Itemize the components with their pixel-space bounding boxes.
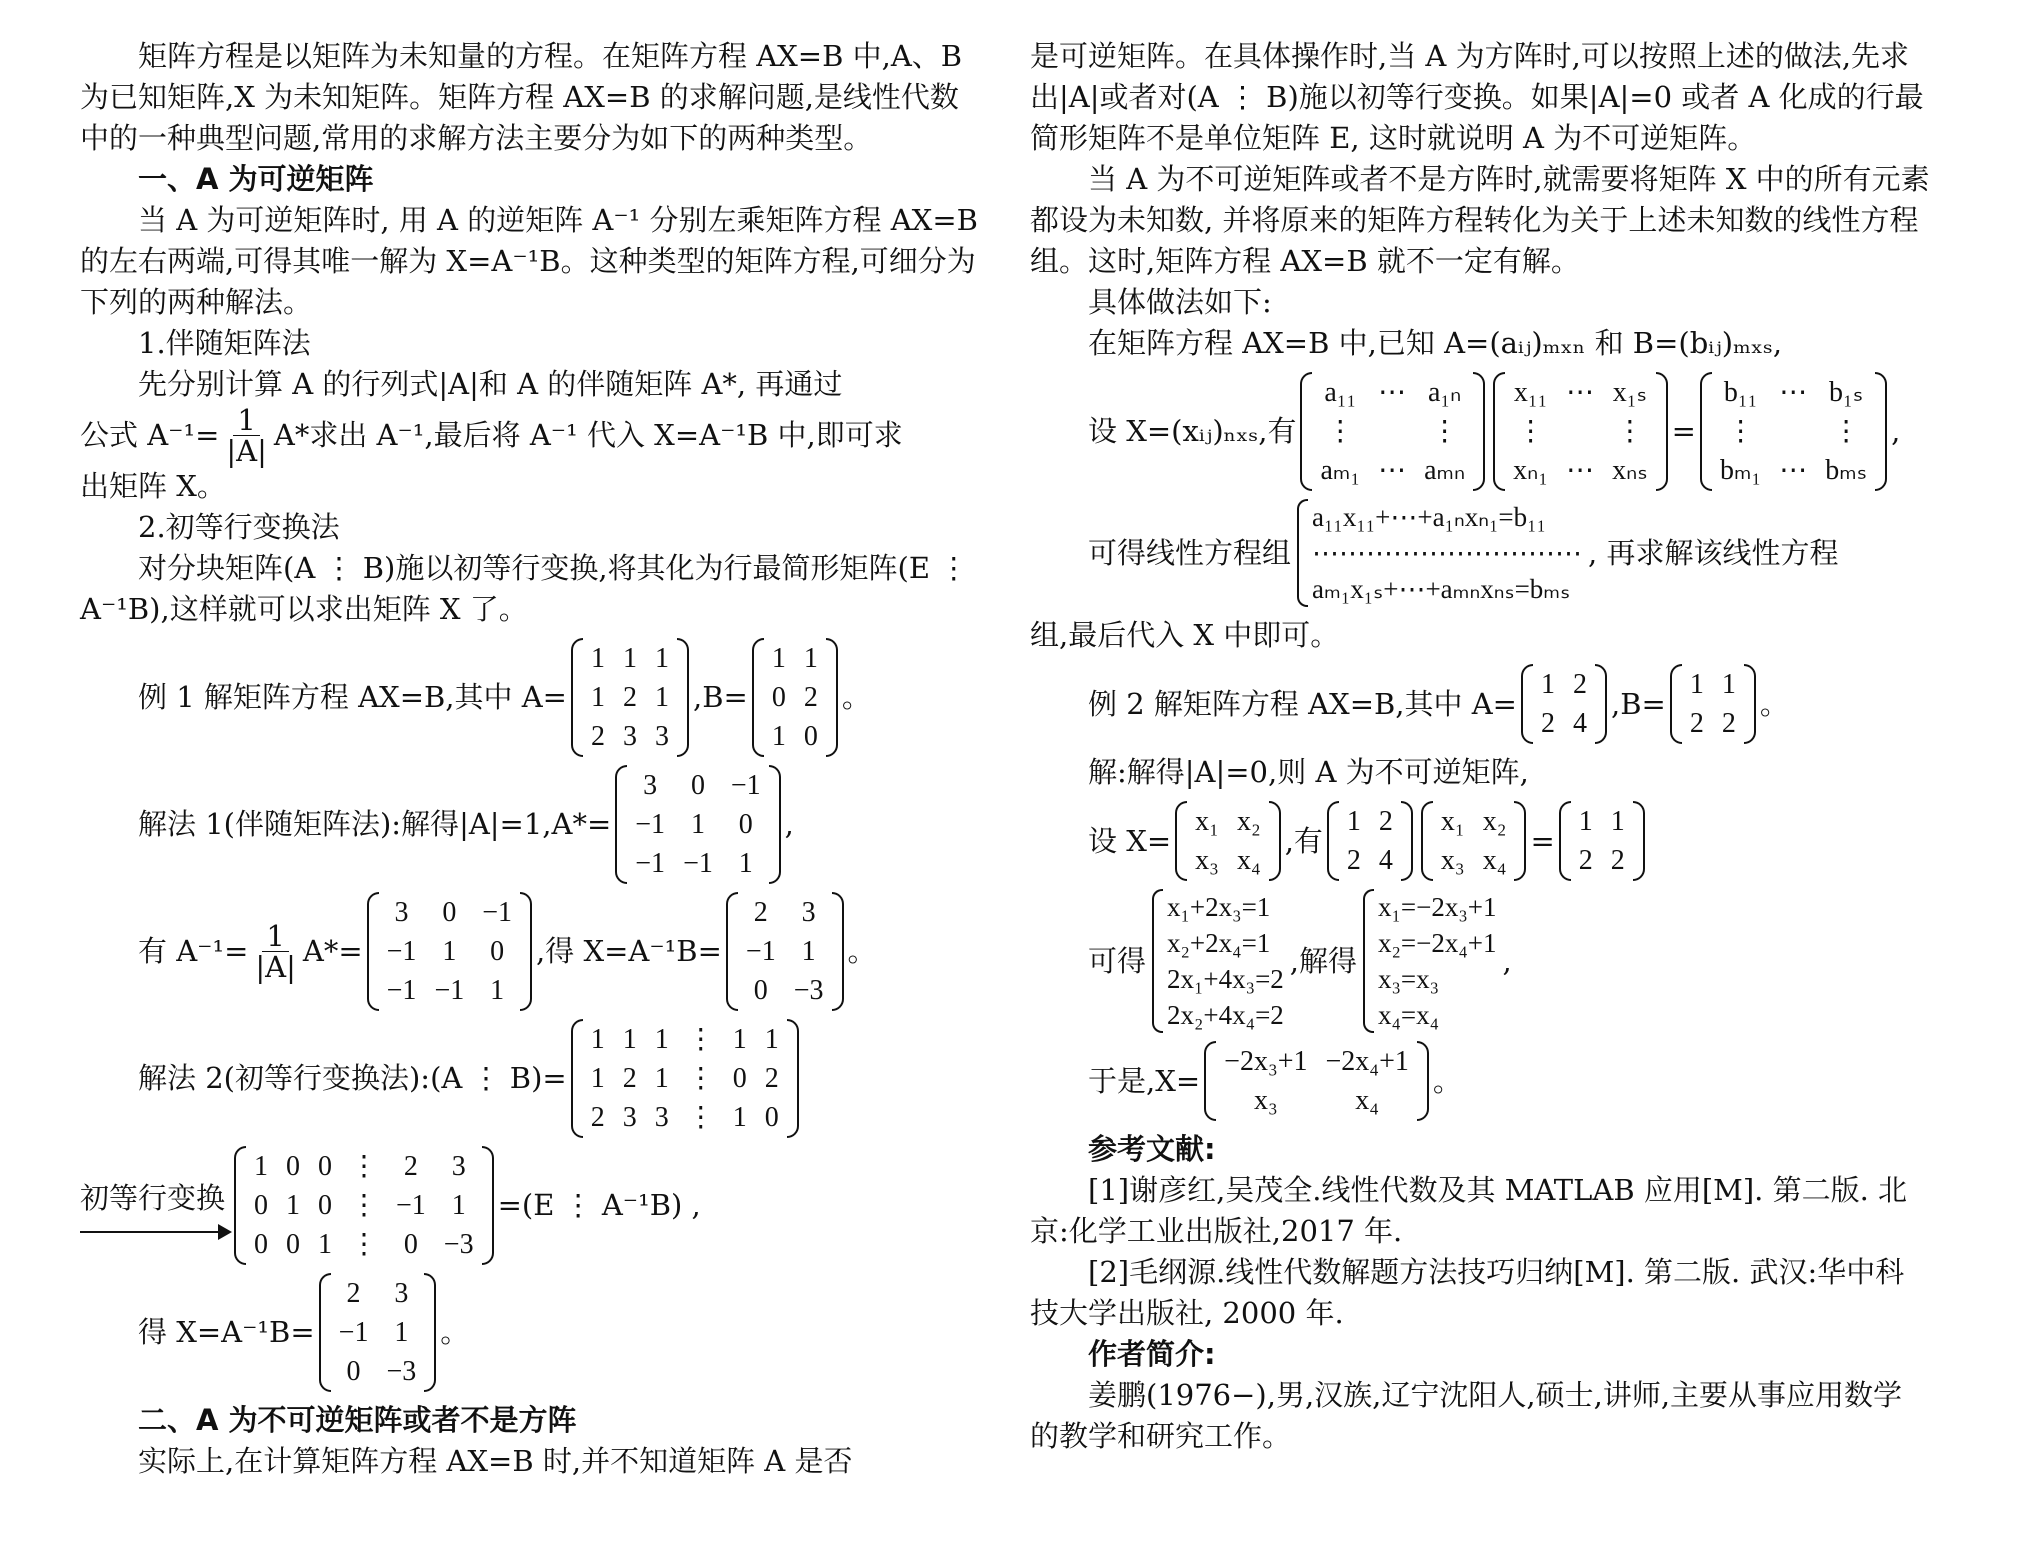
- matrix-inverse: [367, 892, 532, 1011]
- system-label: 可得线性方程组: [1088, 535, 1292, 570]
- matrix-cell: −2x₄+1: [1325, 1046, 1409, 1077]
- equation-line: aₘ₁x₁ₛ+⋯+aₘₙxₙₛ=bₘₛ: [1312, 574, 1571, 604]
- matrix-B2-copy: [1559, 801, 1645, 881]
- matrix-cell: 2: [753, 897, 768, 928]
- matrix-cell: 2: [1540, 708, 1555, 739]
- equation-line: x₂=−2x₄+1: [1378, 928, 1497, 958]
- matrix-cell: 3: [654, 1102, 669, 1133]
- fraction-numerator: 1: [262, 921, 288, 952]
- matrix-cell: 1: [590, 1024, 605, 1055]
- method2-paragraph: 对分块矩阵(A ⋮ B)施以初等行变换,将其化为行最简形矩阵(E ⋮ A⁻¹B),这样就可以求出矩阵 X 了。: [80, 551, 969, 626]
- matrix-cell: ⋮: [350, 1190, 378, 1221]
- general-label: 设 X=(xᵢⱼ)ₙₓₛ,有: [1088, 414, 1297, 448]
- matrix-cell: x₃: [1253, 1085, 1278, 1116]
- matrix-cell: 2: [1610, 845, 1625, 876]
- linear-system-line: [1030, 499, 1930, 607]
- matrix-cell: 1: [622, 1024, 637, 1055]
- matrix-A2: [1521, 664, 1607, 744]
- matrix-cell: [1378, 413, 1406, 450]
- matrix-cell: 1: [394, 1317, 409, 1348]
- matrix-cell: 1: [1578, 806, 1593, 837]
- arrow-label: 初等行变换: [80, 1181, 226, 1215]
- matrix-cell: aₘ₁: [1320, 455, 1361, 486]
- equals: =: [1530, 823, 1555, 858]
- matrix-cell: −1: [434, 975, 465, 1006]
- system2-brace: [1363, 889, 1497, 1033]
- right-paragraph-4: 在矩阵方程 AX=B 中,已知 A=(aᵢⱼ)ₘₓₙ 和 B=(bᵢⱼ)ₘₓₛ,: [1088, 326, 1783, 360]
- period: 。: [847, 934, 877, 968]
- example2-label: 例 2 解矩阵方程 AX=B,其中 A=: [1088, 686, 1517, 721]
- matrix-cell: −1: [338, 1317, 369, 1348]
- equation-line: 2x₁+4x₃=2: [1167, 964, 1284, 994]
- matrix-cell: 1: [318, 1229, 332, 1260]
- result-line: [80, 1273, 985, 1392]
- matrix-cell: 2: [1721, 708, 1736, 739]
- matrix-cell: 1: [771, 643, 786, 674]
- matrix-cell: bₘ₁: [1719, 455, 1762, 486]
- matrix-cell: ⋮: [686, 1063, 715, 1094]
- matrix-cell: 0: [490, 936, 505, 967]
- matrix-cell: 0: [318, 1151, 332, 1182]
- solution1-label: 解法 1(伴随矩阵法):解得|A|=1,A*=: [138, 807, 612, 841]
- have-label: ,有: [1284, 823, 1323, 858]
- matrix-cell: 1: [654, 1024, 669, 1055]
- matrix-cell: 4: [1378, 845, 1393, 876]
- matrix-cell: 1: [590, 1063, 605, 1094]
- matrix-cell: 3: [654, 721, 669, 752]
- system-brace: [1297, 499, 1582, 607]
- matrix-cell: 0: [442, 897, 457, 928]
- section1-heading: 一、A 为可逆矩阵: [138, 162, 374, 196]
- matrix-cell: −3: [386, 1356, 417, 1387]
- matrix-cell: 1: [490, 975, 505, 1006]
- matrix-cell: x₁ₛ: [1612, 377, 1647, 408]
- matrix-cell: 1: [654, 682, 669, 713]
- matrix-cell: ⋯: [1566, 377, 1595, 408]
- reference-1: [1]谢彦红,吴茂全.线性代数及其 MATLAB 应用[M]. 第二版. 北京:化学工业出版社,2017 年.: [1030, 1173, 1908, 1248]
- matrix-X-vars-copy: [1421, 801, 1527, 881]
- matrix-cell: 1: [286, 1190, 300, 1221]
- matrix-X-vars: [1175, 801, 1281, 881]
- augmented-matrix: [571, 1019, 799, 1138]
- matrix-cell: 0: [738, 809, 753, 840]
- matrix-cell: 1: [1721, 669, 1736, 700]
- right-paragraph-3: 具体做法如下:: [1088, 285, 1272, 319]
- period: 。: [1432, 1063, 1462, 1098]
- final-label: 于是,X=: [1088, 1063, 1201, 1098]
- matrix-X-result: [319, 1273, 437, 1392]
- solution2-line: [80, 1019, 985, 1138]
- matrix-cell: 0: [286, 1151, 300, 1182]
- reference-2: [2]毛纲源.线性代数解题方法技巧归纳[M]. 第二版. 武汉:华中科技大学出版社, 2000 年.: [1030, 1255, 1905, 1330]
- matrix-final-X: [1204, 1041, 1429, 1121]
- matrix-cell: 4: [1572, 708, 1587, 739]
- reduced-form-label: =(E ⋮ A⁻¹B) ,: [497, 1188, 701, 1222]
- matrix-cell: 1: [1346, 806, 1361, 837]
- fraction: [222, 405, 270, 466]
- system-suffix: , 再求解该线性方程: [1588, 535, 1839, 570]
- equation-line: x₃=x₃: [1378, 964, 1440, 994]
- matrix-cell: xₙ₁: [1513, 455, 1549, 486]
- period: 。: [440, 1315, 470, 1349]
- method1-formula: [80, 405, 985, 466]
- matrix-cell: x₃: [1195, 845, 1219, 876]
- final-X-line: [1030, 1041, 1930, 1121]
- matrix-cell: ⋮: [1516, 416, 1545, 447]
- arrow-block: [80, 1178, 230, 1233]
- matrix-cell: 2: [803, 682, 818, 713]
- matrix-cell: 0: [254, 1229, 268, 1260]
- matrix-cell: ⋮: [350, 1229, 378, 1260]
- fraction-denominator: |A|: [255, 950, 296, 984]
- section2-heading: 二、A 为不可逆矩阵或者不是方阵: [138, 1403, 577, 1437]
- equation-line: 2x₂+4x₄=2: [1167, 1000, 1284, 1030]
- matrix-cell: x₄: [1236, 845, 1261, 876]
- period: 。: [841, 680, 871, 714]
- matrix-cell: 0: [771, 682, 786, 713]
- inverse-line: [80, 892, 985, 1011]
- matrix-cell: 0: [764, 1102, 779, 1133]
- matrix-cell: 1: [803, 643, 818, 674]
- matrix-cell: ⋮: [1726, 416, 1755, 447]
- equation-line: x₂+2x₄=1: [1167, 928, 1271, 958]
- matrix-cell: 1: [1689, 669, 1704, 700]
- matrix-cell: 3: [643, 770, 658, 801]
- matrix-A: [571, 638, 689, 757]
- result-label: ,得 X=A⁻¹B=: [536, 934, 722, 968]
- right-paragraph-1: 是可逆矩阵。在具体操作时,当 A 为方阵时,可以按照上述的做法,先求出|A|或者对(A ⋮ B)施以初等行变换。如果|A|=0 或者 A 化成的行最简形矩阵不是单位矩阵 E, 这时就说明 A 为不可逆矩阵。: [1030, 39, 1924, 155]
- matrix-cell: 1: [690, 809, 705, 840]
- matrix-cell: 3: [801, 897, 816, 928]
- references-heading: 参考文献:: [1088, 1132, 1216, 1166]
- matrix-cell: 3: [622, 721, 637, 752]
- matrix-cell: 1: [654, 643, 669, 674]
- left-column: [80, 36, 985, 1482]
- section2-paragraph: 实际上,在计算矩阵方程 AX=B 时,并不知道矩阵 A 是否: [138, 1444, 853, 1478]
- matrix-cell: 1: [1540, 669, 1555, 700]
- matrix-cell: −1: [635, 848, 666, 879]
- matrix-cell: 1: [732, 1102, 747, 1133]
- matrix-cell: x₃: [1440, 845, 1465, 876]
- solve-system-line: [1030, 889, 1930, 1033]
- arrow-icon: [80, 1231, 230, 1233]
- method1-title: 1.伴随矩阵法: [138, 326, 311, 360]
- matrix-cell: 0: [403, 1229, 418, 1260]
- matrix-cell: bₘₛ: [1825, 455, 1868, 486]
- matrix-cell: 3: [394, 1278, 409, 1309]
- comma: ,: [1891, 414, 1901, 448]
- matrix-cell: 1: [801, 936, 816, 967]
- comma: ,: [784, 807, 794, 841]
- matrix-cell: 1: [622, 643, 637, 674]
- inverse-label: 有 A⁻¹=: [138, 934, 249, 968]
- matrix-cell: 2: [1572, 669, 1587, 700]
- matrix-cell: x₂: [1236, 806, 1261, 837]
- matrix-cell: 1: [254, 1151, 268, 1182]
- equation-line: x₁+2x₃=1: [1167, 892, 1271, 922]
- formula-suffix: A*求出 A⁻¹,最后将 A⁻¹ 代入 X=A⁻¹B 中,即可求: [273, 418, 903, 452]
- matrix-cell: 2: [403, 1151, 418, 1182]
- matrix-cell: ⋮: [1326, 416, 1355, 447]
- matrix-cell: 2: [1346, 845, 1361, 876]
- matrix-cell: ⋯: [1378, 455, 1407, 486]
- example1-label: 例 1 解矩阵方程 AX=B,其中 A=: [138, 680, 567, 714]
- matrix-cell: x₁: [1195, 806, 1219, 837]
- matrix-cell: 1: [590, 643, 605, 674]
- equals-adj: A*=: [302, 934, 363, 968]
- matrix-B2: [1670, 664, 1756, 744]
- matrix-X: [726, 892, 844, 1011]
- method1-paragraph: 先分别计算 A 的行列式|A|和 A 的伴随矩阵 A*, 再通过: [138, 367, 843, 401]
- matrix-cell: 2: [590, 721, 605, 752]
- matrix-cell: ⋮: [350, 1151, 378, 1182]
- equation-line: x₁=−2x₃+1: [1378, 892, 1497, 922]
- matrix-cell: 2: [1578, 845, 1593, 876]
- matrix-cell: −3: [443, 1229, 474, 1260]
- matrix-cell: −1: [396, 1190, 426, 1221]
- matrix-cell: 1: [1610, 806, 1625, 837]
- matrix-cell: 0: [254, 1190, 268, 1221]
- system-paragraph-end: 组,最后代入 X 中即可。: [1030, 618, 1340, 652]
- matrix-cell: ⋯: [1566, 455, 1595, 486]
- separator: ,B=: [692, 680, 748, 714]
- matrix-cell: 2: [346, 1278, 361, 1309]
- matrix-cell: −1: [635, 809, 666, 840]
- matrix-cell: 0: [318, 1190, 332, 1221]
- matrix-cell: 1: [654, 1063, 669, 1094]
- matrix-cell: x₁: [1440, 806, 1465, 837]
- obtain-label: 可得: [1088, 943, 1147, 978]
- matrix-cell: ⋮: [686, 1024, 715, 1055]
- matrix-cell: 0: [286, 1229, 300, 1260]
- matrix-cell: x₁₁: [1513, 377, 1548, 408]
- matrix-cell: 3: [622, 1102, 637, 1133]
- matrix-A2-copy: [1327, 801, 1413, 881]
- matrix-cell: ⋯: [1378, 377, 1407, 408]
- example2-line: [1030, 664, 1930, 744]
- general-matrix-line: [1030, 372, 1930, 491]
- matrix-cell: b₁ₛ: [1829, 377, 1864, 408]
- matrix-cell: −1: [730, 770, 761, 801]
- fraction-denominator: |A|: [226, 434, 267, 468]
- matrix-cell: [1779, 413, 1807, 450]
- matrix-cell: a₁ₙ: [1427, 377, 1462, 408]
- result-prefix: 得 X=A⁻¹B=: [138, 1315, 315, 1349]
- matrix-cell: 2: [1689, 708, 1704, 739]
- matrix-cell: 2: [764, 1063, 779, 1094]
- example1-line: [80, 638, 985, 757]
- setX-label: 设 X=: [1088, 823, 1172, 858]
- reduced-matrix: [234, 1146, 494, 1265]
- matrix-cell: ⋯: [1779, 377, 1808, 408]
- matrix-cell: 1: [451, 1190, 466, 1221]
- section1-paragraph: 当 A 为可逆矩阵时, 用 A 的逆矩阵 A⁻¹ 分别左乘矩阵方程 AX=B 的左右两端,可得其唯一解为 X=A⁻¹B。这种类型的矩阵方程,可细分为下列的两种解法。: [80, 203, 978, 319]
- matrix-cell: 1: [590, 682, 605, 713]
- solve-label: ,解得: [1289, 943, 1358, 978]
- matrix-cell: −1: [386, 975, 417, 1006]
- matrix-cell: −1: [482, 897, 513, 928]
- author-bio: 姜鹏(1976−),男,汉族,辽宁沈阳人,硕士,讲师,主要从事应用数学的教学和研究工作。: [1030, 1378, 1903, 1453]
- matrix-cell: xₙₛ: [1612, 455, 1648, 486]
- matrix-B: [752, 638, 838, 757]
- formula-prefix: 公式 A⁻¹=: [80, 418, 220, 452]
- comma: ,: [1502, 943, 1512, 978]
- matrix-cell: 0: [690, 770, 705, 801]
- matrix-cell: 1: [732, 1024, 747, 1055]
- matrix-cell: 0: [753, 975, 768, 1006]
- equation-line: a₁₁x₁₁+⋯+a₁ₙxₙ₁=b₁₁: [1312, 502, 1546, 532]
- matrix-cell: 2: [622, 682, 637, 713]
- method1-paragraph-end: 出矩阵 X。: [80, 469, 226, 503]
- matrix-general-B: [1700, 372, 1887, 491]
- separator: ,B=: [1610, 686, 1666, 721]
- matrix-cell: 0: [732, 1063, 747, 1094]
- matrix-cell: x₂: [1482, 806, 1507, 837]
- equation-line: ⋯⋯⋯⋯⋯⋯⋯⋯⋯⋯: [1312, 538, 1583, 568]
- intro-paragraph: 矩阵方程是以矩阵为未知量的方程。在矩阵方程 AX=B 中,A、B 为已知矩阵,X 为未知矩阵。矩阵方程 AX=B 的求解问题,是线性代数中的一种典型问题,常用的求解方法主要分为如下的两种类型。: [80, 39, 963, 155]
- matrix-cell: ⋮: [686, 1102, 715, 1133]
- matrix-cell: [1566, 413, 1594, 450]
- matrix-cell: 2: [590, 1102, 605, 1133]
- matrix-cell: ⋮: [1832, 416, 1861, 447]
- row-reduction-line: [80, 1146, 985, 1265]
- matrix-cell: aₘₙ: [1424, 455, 1466, 486]
- matrix-cell: 1: [764, 1024, 779, 1055]
- equation-line: x₄=x₄: [1378, 1000, 1440, 1030]
- right-paragraph-2: 当 A 为不可逆矩阵或者不是方阵时,就需要将矩阵 X 中的所有元素都设为未知数, 并将原来的矩阵方程转化为关于上述未知数的线性方程组。这时,矩阵方程 AX=B 就不一定有解。: [1030, 162, 1930, 278]
- period: 。: [1759, 686, 1789, 721]
- matrix-cell: b₁₁: [1723, 377, 1758, 408]
- matrix-cell: 2: [622, 1063, 637, 1094]
- matrix-cell: ⋮: [1615, 416, 1644, 447]
- matrix-cell: x₄: [1355, 1085, 1380, 1116]
- matrix-cell: −1: [745, 936, 776, 967]
- matrix-cell: 1: [738, 848, 753, 879]
- matrix-cell: 0: [803, 721, 818, 752]
- matrix-cell: −2x₃+1: [1224, 1046, 1308, 1077]
- solution2-label: 解法 2(初等行变换法):(A ⋮ B)=: [138, 1061, 567, 1095]
- equals: =: [1671, 414, 1696, 448]
- right-column: [1030, 36, 1930, 1457]
- matrix-cell: −3: [793, 975, 824, 1006]
- author-heading: 作者简介:: [1088, 1337, 1216, 1371]
- matrix-cell: 0: [346, 1356, 361, 1387]
- matrix-cell: x₄: [1482, 845, 1507, 876]
- matrix-adjugate: [615, 765, 780, 884]
- matrix-cell: 3: [451, 1151, 466, 1182]
- set-X-line: [1030, 801, 1930, 881]
- matrix-cell: a₁₁: [1324, 377, 1357, 408]
- matrix-cell: 2: [1378, 806, 1393, 837]
- matrix-cell: −1: [386, 936, 417, 967]
- matrix-general-A: [1300, 372, 1485, 491]
- matrix-cell: −1: [683, 848, 713, 879]
- system1-brace: [1152, 889, 1284, 1033]
- matrix-cell: 3: [394, 897, 409, 928]
- solution-line: 解:解得|A|=0,则 A 为不可逆矩阵,: [1088, 755, 1529, 789]
- fraction-numerator: 1: [233, 405, 259, 436]
- matrix-cell: 1: [771, 721, 786, 752]
- matrix-cell: 1: [442, 936, 457, 967]
- matrix-general-X: [1493, 372, 1668, 491]
- matrix-cell: ⋮: [1430, 416, 1459, 447]
- method2-title: 2.初等行变换法: [138, 510, 340, 544]
- matrix-cell: ⋯: [1779, 455, 1808, 486]
- solution1-line: [80, 765, 985, 884]
- fraction: [251, 921, 299, 982]
